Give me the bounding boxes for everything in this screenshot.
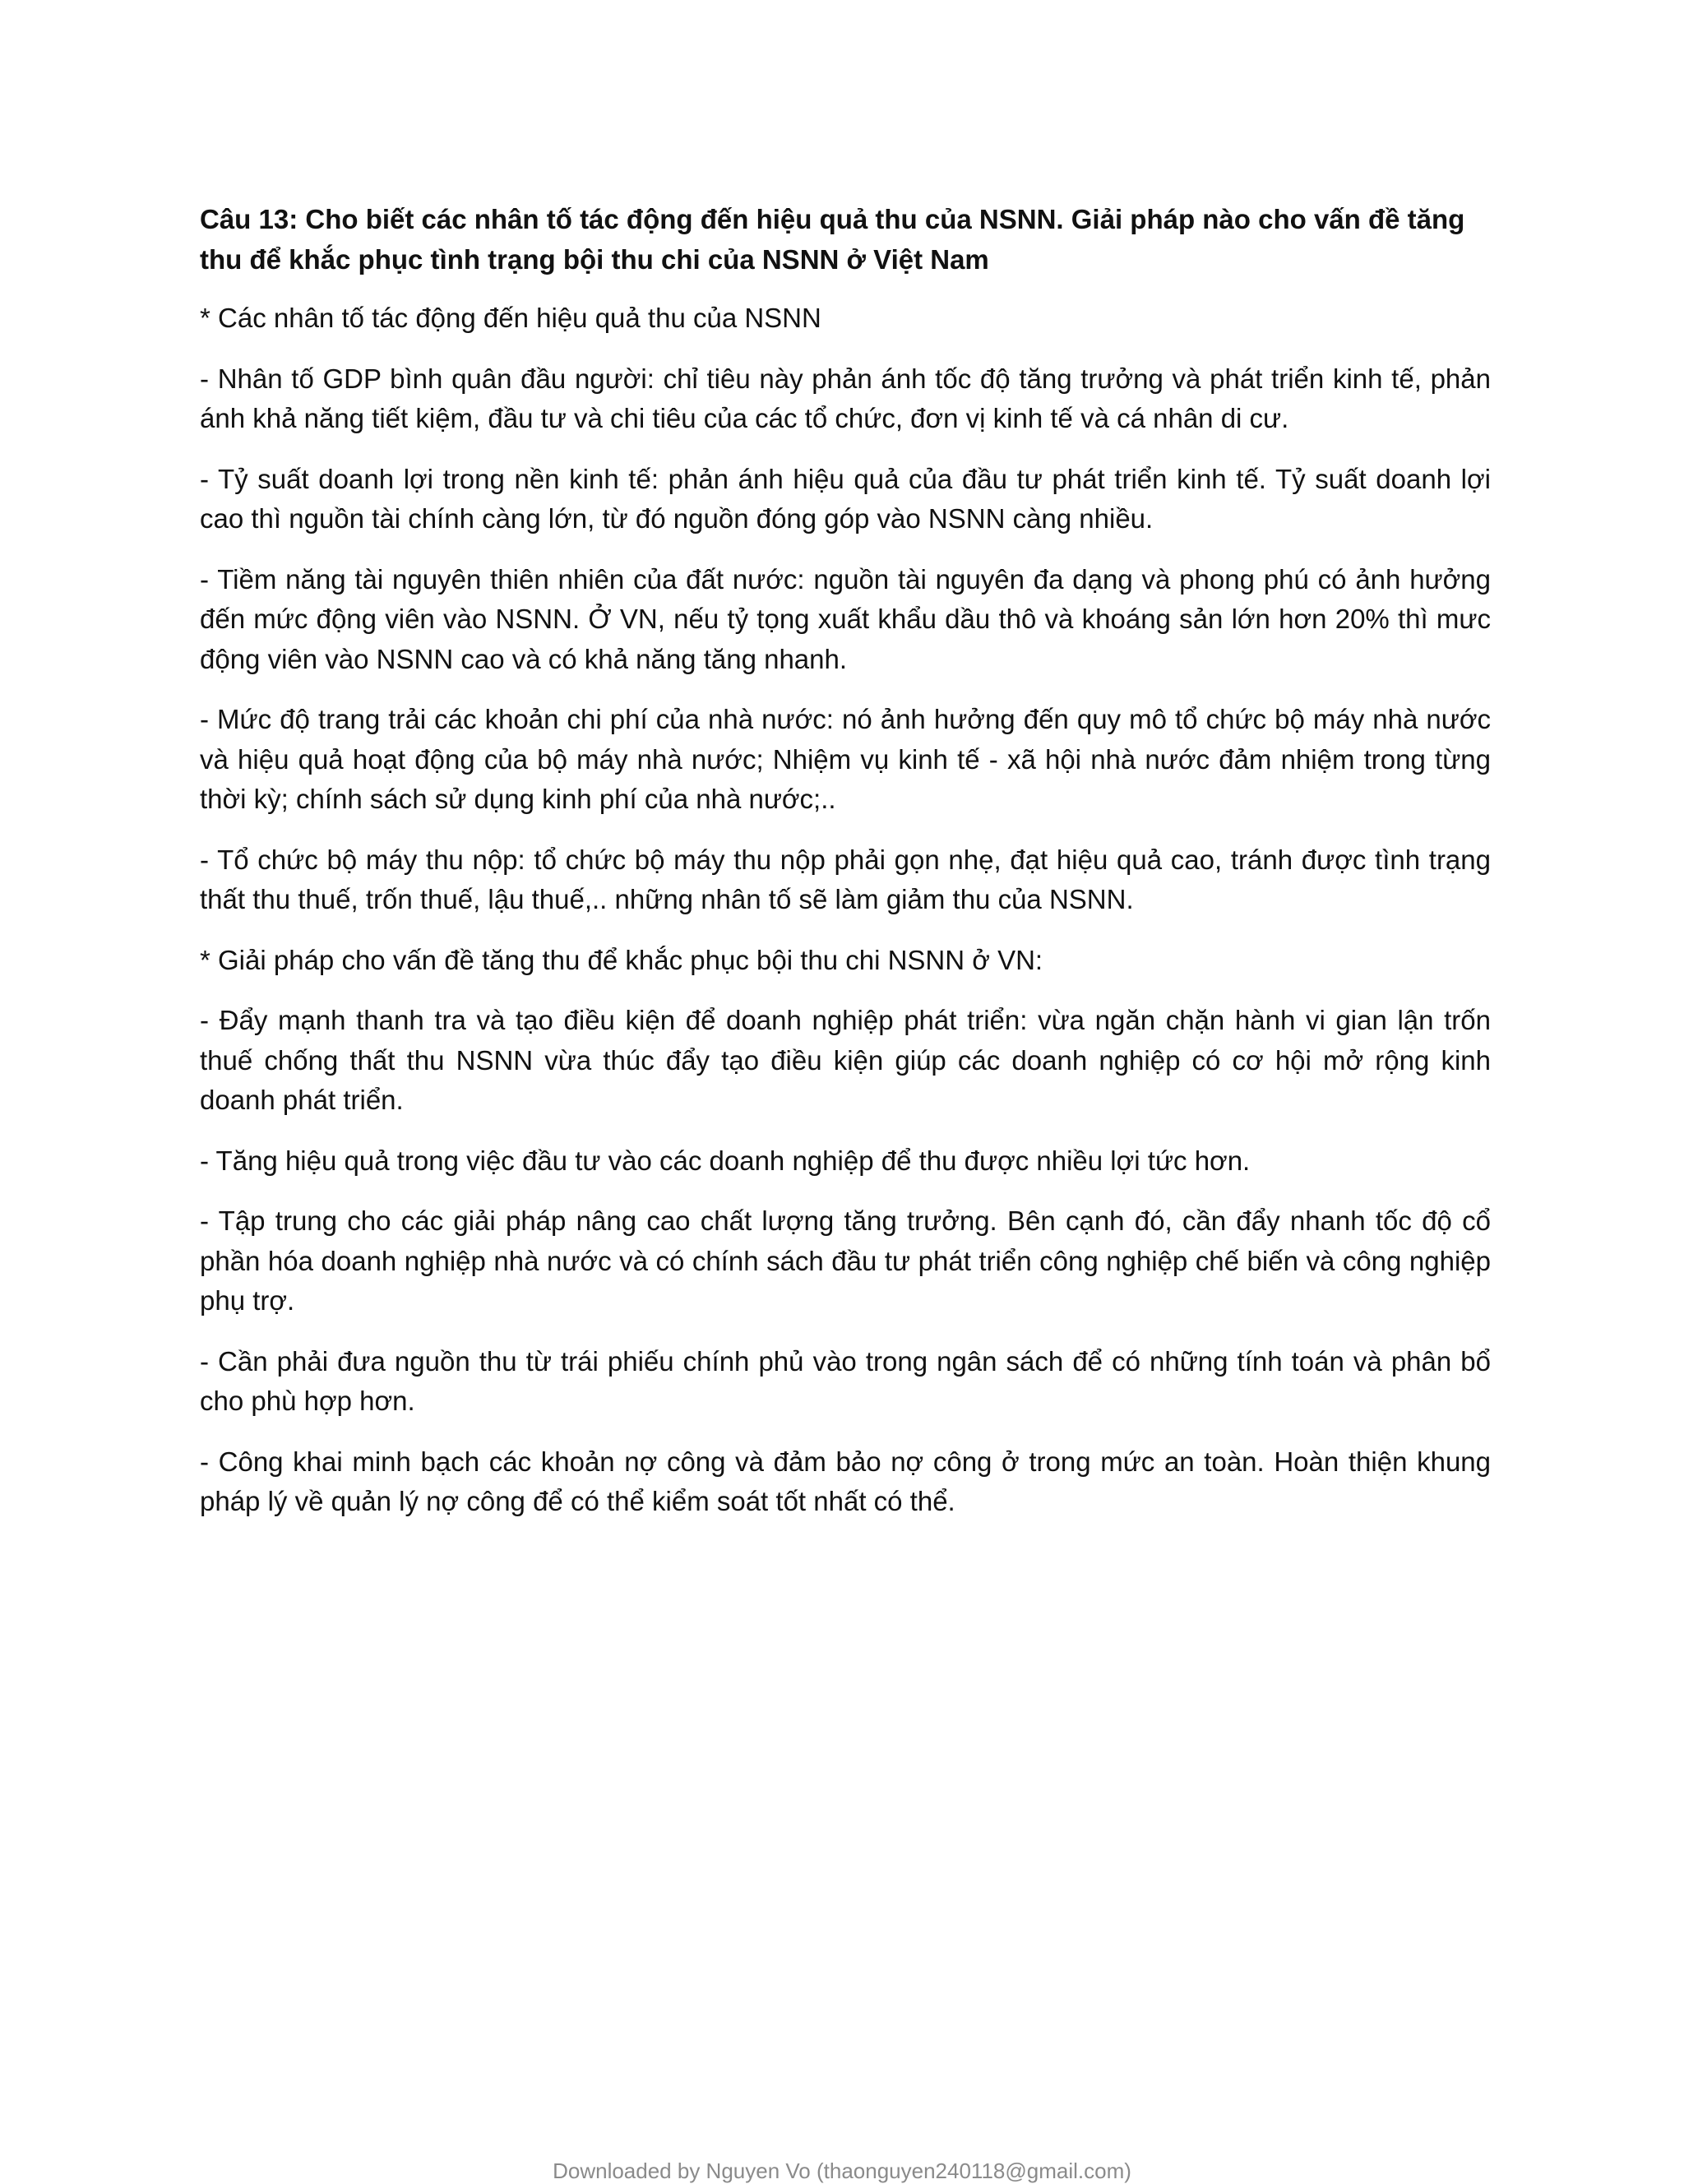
- solution-item: - Cần phải đưa nguồn thu từ trái phiếu chính phủ vào trong ngân sách để có những tính toán và phân bổ cho phù hợp hơn.: [200, 1345, 1491, 1416]
- factors-heading: * Các nhân tố tác động đến hiệu quả thu của NSNN: [200, 303, 821, 333]
- factor-item: - Mức độ trang trải các khoản chi phí của nhà nước: nó ảnh hưởng đến quy mô tổ chức bộ máy nhà nước và hiệu quả hoạt động của bộ máy nhà nước; Nhiệm vụ kinh tế - xã hội nhà nước đảm nhiệm trong từng thời kỳ; chính sách sử dụng kinh phí của nhà nước;..: [200, 704, 1491, 814]
- factor-item: - Tỷ suất doanh lợi trong nền kinh tế: phản ánh hiệu quả của đầu tư phát triển kinh tế. Tỷ suất doanh lợi cao thì nguồn tài chính càng lớn, từ đó nguồn đóng góp vào NSNN càng nhiều.: [200, 463, 1491, 534]
- solution-item: - Đẩy mạnh thanh tra và tạo điều kiện để doanh nghiệp phát triển: vừa ngăn chặn hành vi gian lận trốn thuế chống thất thu NSNN vừa thúc đẩy tạo điều kiện giúp các doanh nghiệp có cơ hội mở rộng kinh doanh phát triển.: [200, 1005, 1491, 1115]
- question-title: Câu 13: Cho biết các nhân tố tác động đến hiệu quả thu của NSNN. Giải pháp nào cho vấn đề tăng thu để khắc phục tình trạng bội thu chi của NSNN ở Việt Nam: [200, 204, 1465, 275]
- solution-item: - Tập trung cho các giải pháp nâng cao chất lượng tăng trưởng. Bên cạnh đó, cần đẩy nhanh tốc độ cổ phần hóa doanh nghiệp nhà nước và có chính sách đầu tư phát triển công nghiệp chế biến và công nghiệp phụ trợ.: [200, 1205, 1491, 1316]
- solution-item: - Tăng hiệu quả trong việc đầu tư vào các doanh nghiệp để thu được nhiều lợi tức hơn.: [200, 1145, 1251, 1176]
- factor-item: - Tổ chức bộ máy thu nộp: tổ chức bộ máy thu nộp phải gọn nhẹ, đạt hiệu quả cao, tránh được tình trạng thất thu thuế, trốn thuế, lậu thuế,.. những nhân tố sẽ làm giảm thu của NSNN.: [200, 844, 1491, 914]
- document-body: [200, 199, 1491, 1543]
- download-footer: Downloaded by Nguyen Vo (thaonguyen240118@gmail.com): [553, 2159, 1131, 2183]
- factor-item: - Nhân tố GDP bình quân đầu người: chỉ tiêu này phản ánh tốc độ tăng trưởng và phát triển kinh tế, phản ánh khả năng tiết kiệm, đầu tư và chi tiêu của các tổ chức, đơn vị kinh tế và cá nhân di cư.: [200, 363, 1491, 433]
- solutions-heading: * Giải pháp cho vấn đề tăng thu để khắc phục bội thu chi NSNN ở VN:: [200, 944, 1043, 975]
- solution-item: - Công khai minh bạch các khoản nợ công và đảm bảo nợ công ở trong mức an toàn. Hoàn thiện khung pháp lý về quản lý nợ công để có thể kiểm soát tốt nhất có thể.: [200, 1446, 1491, 1516]
- factor-item: - Tiềm năng tài nguyên thiên nhiên của đất nước: nguồn tài nguyên đa dạng và phong phú có ảnh hưởng đến mức động viên vào NSNN. Ở VN, nếu tỷ tọng xuất khẩu dầu thô và khoáng sản lớn hơn 20% thì mưc động viên vào NSNN cao và có khả năng tăng nhanh.: [200, 563, 1491, 674]
